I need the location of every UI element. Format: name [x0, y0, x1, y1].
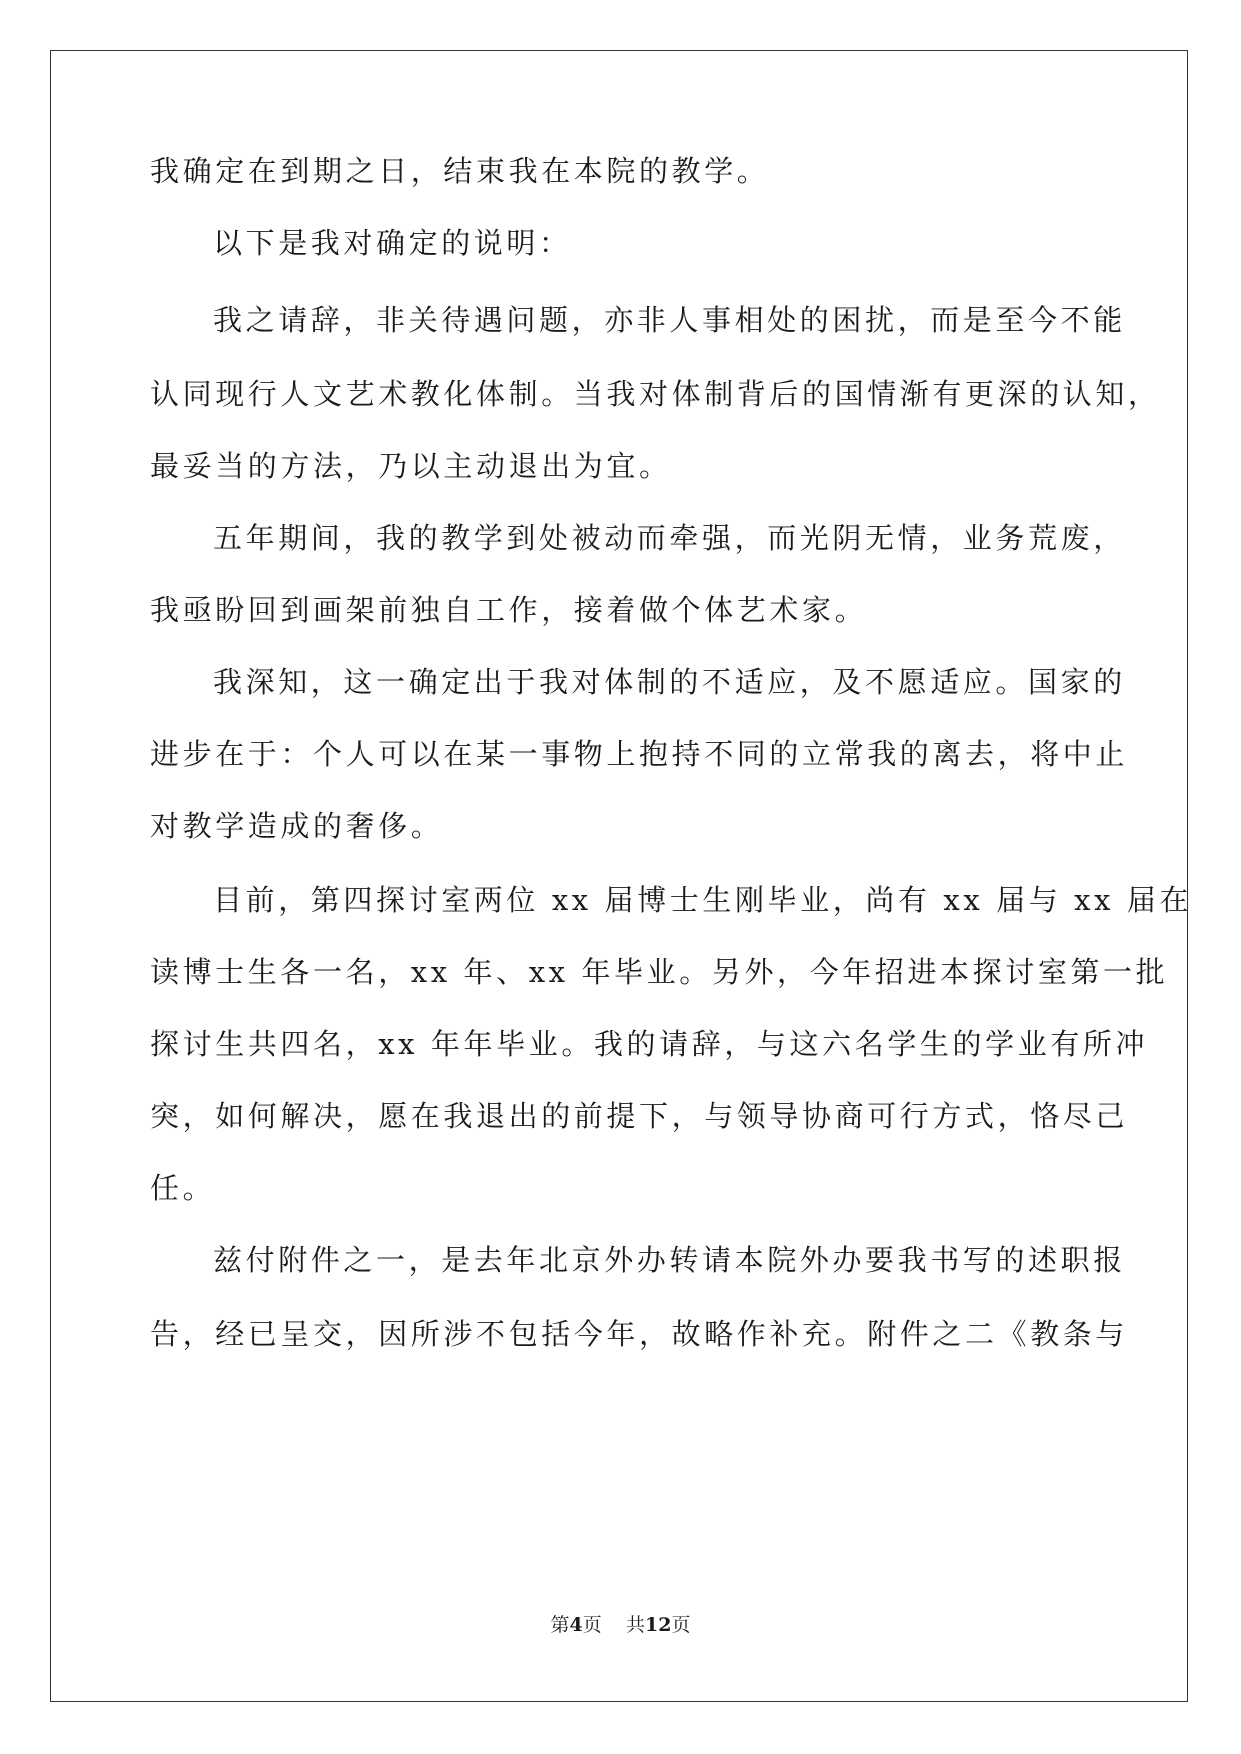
page-footer [0, 1613, 1241, 1637]
text-line: 兹付附件之一，是去年北京外办转请本院外办要我书写的述职报 [213, 1243, 1126, 1277]
text-line: 突，如何解决，愿在我退出的前提下，与领导协商可行方式，恪尽己 [150, 1099, 1129, 1133]
text-line: 认同现行人文艺术教化体制。当我对体制背后的国情渐有更深的认知， [150, 377, 1161, 411]
footer-page-prefix: 第 [550, 1614, 570, 1636]
text-line: 对教学造成的奢侈。 [150, 809, 444, 843]
text-line: 探讨生共四名，xx 年年毕业。我的请辞，与这六名学生的学业有所冲 [150, 1027, 1149, 1061]
text-line: 任。 [150, 1171, 216, 1205]
footer-page-number: 4 [569, 1614, 583, 1636]
text-line: 我之请辞，非关待遇问题，亦非人事相处的困扰，而是至今不能 [213, 303, 1126, 337]
text-line: 告，经已呈交，因所涉不包括今年，故略作补充。附件之二《教条与 [150, 1317, 1129, 1351]
footer-total-prefix: 共 [625, 1614, 645, 1636]
text-line: 读博士生各一名，xx 年、xx 年毕业。另外，今年招进本探讨室第一批 [150, 955, 1169, 989]
text-line: 最妥当的方法，乃以主动退出为宜。 [150, 449, 672, 483]
page-border [50, 50, 1188, 1702]
text-line: 我深知，这一确定出于我对体制的不适应，及不愿适应。国家的 [213, 665, 1126, 699]
text-line: 进步在于：个人可以在某一事物上抱持不同的立常我的离去，将中止 [150, 737, 1129, 771]
footer-total-suffix: 页 [671, 1614, 691, 1636]
text-line: 我亟盼回到画架前独自工作，接着做个体艺术家。 [150, 593, 868, 627]
footer-total-pages: 12 [644, 1614, 672, 1636]
text-line: 以下是我对确定的说明： [213, 226, 572, 260]
text-line: 目前，第四探讨室两位 xx 届博士生刚毕业，尚有 xx 届与 xx 届在 [213, 883, 1193, 917]
footer-page-suffix: 页 [582, 1614, 602, 1636]
text-line: 我确定在到期之日，结束我在本院的教学。 [150, 154, 770, 188]
text-line: 五年期间，我的教学到处被动而牵强，而光阴无情，业务荒废， [213, 521, 1126, 555]
